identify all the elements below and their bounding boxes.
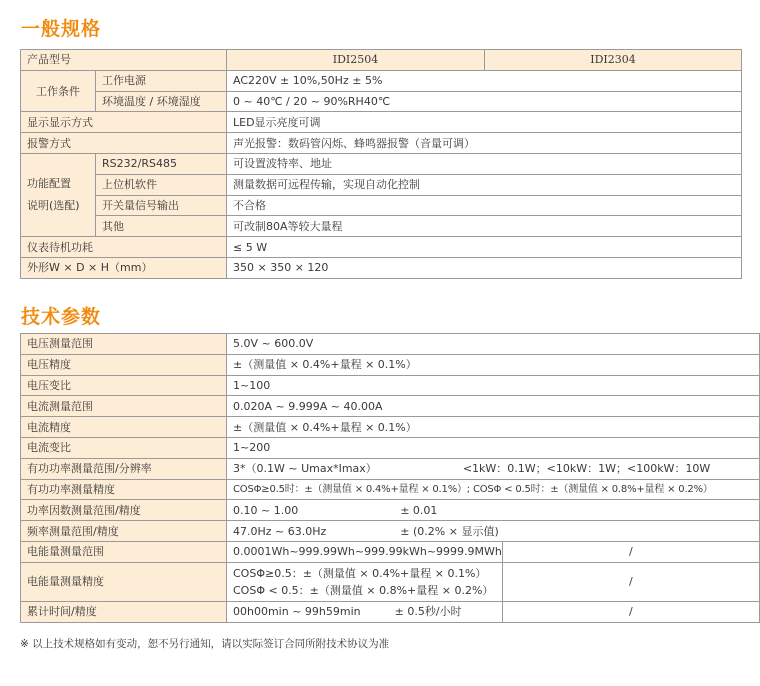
power-factor-label: 功率因数测量范围/精度 [21,500,227,521]
energy-accuracy-line1: COSΦ≥0.5：±（测量值 × 0.4%+量程 × 0.1%） [233,566,487,580]
tech-row-label: 电压测量范围 [21,334,227,355]
rs-label: RS232/RS485 [96,153,227,174]
model-idi2504: IDI2504 [227,50,485,71]
tech-row-value: 0.020A ~ 9.999A ~ 40.00A [227,396,760,417]
pc-software-label: 上位机软件 [96,174,227,195]
power-factor-range: 0.10 ~ 1.00 [233,503,299,517]
size-value: 350 × 350 × 120 [227,257,742,278]
time-idi2304: / [502,601,759,622]
active-power-accuracy-row [21,479,760,500]
tech-row [21,437,760,458]
energy-accuracy-idi2304: / [502,562,759,601]
env-row [21,91,742,112]
alarm-row [21,133,742,154]
model-label: 产品型号 [21,50,227,71]
size-label: 外形W × D × H（mm） [21,257,227,278]
function-config-label [21,153,96,236]
power-factor-value [227,500,760,521]
model-row [21,50,742,71]
frequency-range: 47.0Hz ~ 63.0Hz [233,524,327,538]
tech-row-value: 1~100 [227,375,760,396]
energy-range-label: 电能量测量范围 [21,541,227,562]
tech-row-value: ±（测量值 × 0.4%+量程 × 0.1%） [227,417,760,438]
function-config-label-line1: 功能配置 [27,177,71,191]
tech-row-value: ±（测量值 × 0.4%+量程 × 0.1%） [227,354,760,375]
energy-accuracy-label: 电能量测量精度 [21,562,227,601]
other-row [21,216,742,237]
frequency-label: 频率测量范围/精度 [21,521,227,542]
display-label: 显示显示方式 [21,112,227,133]
model-idi2304: IDI2304 [485,50,742,71]
power-factor-accuracy: ± 0.01 [400,503,438,517]
tech-row-label: 电流测量范围 [21,396,227,417]
tech-spec-heading: 技术参数 [21,306,102,328]
active-power-range-label: 有功功率测量范围/分辨率 [21,458,227,479]
display-value: LED显示亮度可调 [227,112,742,133]
standby-value: ≤ 5 W [227,237,742,258]
active-power-range-row [21,458,760,479]
pc-software-value: 测量数据可远程传输，实现自动化控制 [227,174,742,195]
env-value: 0 ~ 40℃ / 20 ~ 90%RH40℃ [227,91,742,112]
pc-software-row [21,174,742,195]
standby-row [21,237,742,258]
tech-row-label: 电压精度 [21,354,227,375]
active-power-accuracy-value: COSΦ≥0.5时：±（测量值 × 0.4%+量程 × 0.1%）; COSΦ < 0.5时：±（测量值 × 0.8%+量程 × 0.2%） [227,479,760,500]
switch-output-row [21,195,742,216]
general-spec-heading: 一般规格 [21,18,102,40]
energy-range-idi2304: / [502,541,759,562]
active-power-range-value [227,458,760,479]
active-power-range: 3*（0.1W ~ Umax*Imax） [233,462,377,476]
other-value: 可改制80A等较大量程 [227,216,742,237]
power-row [21,70,742,91]
energy-accuracy-line2: COSΦ < 0.5：±（测量值 × 0.8%+量程 × 0.2%） [233,583,494,597]
alarm-value: 声光报警：数码管闪烁、蜂鸣器报警（音量可调） [227,133,742,154]
rs-row [21,153,742,174]
general-spec-table [20,49,742,279]
tech-row [21,417,760,438]
tech-spec-table [20,333,760,623]
rs-value: 可设置波特率、地址 [227,153,742,174]
display-row [21,112,742,133]
time-label: 累计时间/精度 [21,601,227,622]
tech-row-label: 电流精度 [21,417,227,438]
active-power-accuracy-label: 有功功率测量精度 [21,479,227,500]
time-range: 00h00min ~ 99h59min [233,605,361,619]
power-factor-row [21,500,760,521]
energy-range-row [21,541,760,562]
energy-accuracy-row [21,562,760,601]
frequency-row [21,521,760,542]
function-config-label-line2: 说明(选配) [27,199,80,213]
env-label: 环境温度 / 环境湿度 [96,91,227,112]
tech-row-label: 电压变比 [21,375,227,396]
frequency-accuracy: ± (0.2% × 显示值) [400,524,499,538]
tech-row-value: 1~200 [227,437,760,458]
tech-row-value: 5.0V ~ 600.0V [227,334,760,355]
power-label: 工作电源 [96,70,227,91]
energy-range-value: 0.0001Wh~999.99Wh~999.99kWh~9999.9MWh [227,541,503,562]
standby-label: 仪表待机功耗 [21,237,227,258]
active-power-resolution: <1kW：0.1W；<10kW：1W；<100kW：10W [462,462,711,476]
size-row [21,257,742,278]
alarm-label: 报警方式 [21,133,227,154]
time-row [21,601,760,622]
tech-row [21,354,760,375]
energy-accuracy-value [227,562,503,601]
switch-output-label: 开关量信号输出 [96,195,227,216]
tech-row [21,396,760,417]
time-value [227,601,503,622]
frequency-value [227,521,760,542]
other-label: 其他 [96,216,227,237]
tech-row [21,375,760,396]
tech-row-label: 电流变比 [21,437,227,458]
time-accuracy: ± 0.5秒/小时 [394,605,462,619]
tech-row [21,334,760,355]
power-value: AC220V ± 10%,50Hz ± 5% [227,70,742,91]
switch-output-value: 不合格 [227,195,742,216]
work-conditions-label: 工作条件 [21,70,96,112]
footnote: ※ 以上技术规格如有变动，恕不另行通知，请以实际签订合同所附技术协议为准 [20,638,390,650]
